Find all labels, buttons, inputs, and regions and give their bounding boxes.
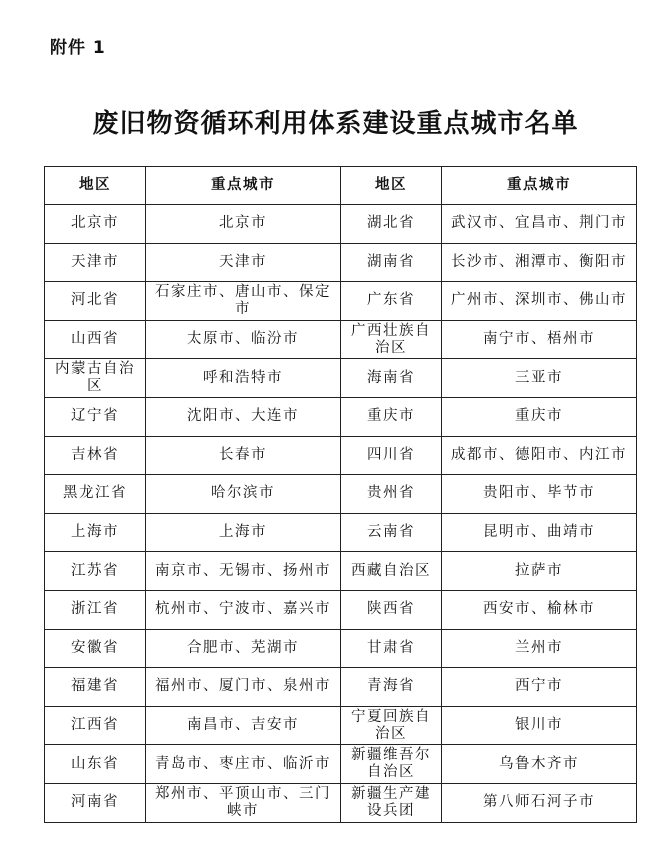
cities-right-cell: 拉萨市 (442, 552, 637, 591)
cities-right-cell: 兰州市 (442, 629, 637, 668)
region-right-cell: 广东省 (341, 282, 442, 321)
region-right-cell: 四川省 (341, 436, 442, 475)
region-right-cell: 新疆生产建设兵团 (341, 783, 442, 822)
region-left-cell: 河北省 (45, 282, 146, 321)
cities-left-cell: 合肥市、芜湖市 (146, 629, 341, 668)
cities-left-cell: 北京市 (146, 205, 341, 244)
header-cities-right: 重点城市 (442, 167, 637, 205)
table-row (45, 359, 637, 398)
table-row (45, 282, 637, 321)
region-right-cell: 青海省 (341, 668, 442, 707)
region-right-cell: 宁夏回族自治区 (341, 706, 442, 745)
cities-left-cell: 沈阳市、大连市 (146, 397, 341, 436)
cities-right-cell: 银川市 (442, 706, 637, 745)
table-row (45, 552, 637, 591)
region-right-cell: 新疆维吾尔自治区 (341, 745, 442, 784)
region-right-cell: 云南省 (341, 513, 442, 552)
table-row (45, 745, 637, 784)
header-region-right: 地区 (341, 167, 442, 205)
cities-right-cell: 长沙市、湘潭市、衡阳市 (442, 243, 637, 282)
key-cities-table (44, 166, 637, 823)
cities-left-cell: 青岛市、枣庄市、临沂市 (146, 745, 341, 784)
region-left-cell: 浙江省 (45, 590, 146, 629)
cities-right-cell: 西宁市 (442, 668, 637, 707)
table-row (45, 590, 637, 629)
annex-label: 附件 1 (50, 38, 106, 58)
cities-left-cell: 南昌市、吉安市 (146, 706, 341, 745)
region-left-cell: 辽宁省 (45, 397, 146, 436)
region-left-cell: 天津市 (45, 243, 146, 282)
cities-right-cell: 西安市、榆林市 (442, 590, 637, 629)
header-cities-left: 重点城市 (146, 167, 341, 205)
region-left-cell: 山东省 (45, 745, 146, 784)
cities-right-cell: 南宁市、梧州市 (442, 320, 637, 359)
region-left-cell: 吉林省 (45, 436, 146, 475)
cities-left-cell: 上海市 (146, 513, 341, 552)
cities-right-cell: 贵阳市、毕节市 (442, 475, 637, 514)
region-left-cell: 内蒙古自治区 (45, 359, 146, 398)
cities-right-cell: 第八师石河子市 (442, 783, 637, 822)
region-right-cell: 陕西省 (341, 590, 442, 629)
cities-left-cell: 太原市、临汾市 (146, 320, 341, 359)
region-left-cell: 上海市 (45, 513, 146, 552)
cities-right-cell: 乌鲁木齐市 (442, 745, 637, 784)
region-left-cell: 河南省 (45, 783, 146, 822)
table-header-row (45, 167, 637, 205)
cities-left-cell: 呼和浩特市 (146, 359, 341, 398)
document-title: 废旧物资循环利用体系建设重点城市名单 (92, 109, 579, 139)
cities-left-cell: 郑州市、平顶山市、三门峡市 (146, 783, 341, 822)
region-left-cell: 江西省 (45, 706, 146, 745)
cities-right-cell: 广州市、深圳市、佛山市 (442, 282, 637, 321)
table-row (45, 436, 637, 475)
region-right-cell: 贵州省 (341, 475, 442, 514)
cities-left-cell: 哈尔滨市 (146, 475, 341, 514)
region-right-cell: 重庆市 (341, 397, 442, 436)
table-row (45, 475, 637, 514)
cities-left-cell: 南京市、无锡市、扬州市 (146, 552, 341, 591)
region-left-cell: 北京市 (45, 205, 146, 244)
cities-left-cell: 石家庄市、唐山市、保定市 (146, 282, 341, 321)
cities-right-cell: 三亚市 (442, 359, 637, 398)
cities-left-cell: 杭州市、宁波市、嘉兴市 (146, 590, 341, 629)
cities-right-cell: 重庆市 (442, 397, 637, 436)
table-row (45, 320, 637, 359)
cities-right-cell: 昆明市、曲靖市 (442, 513, 637, 552)
table-row (45, 629, 637, 668)
cities-left-cell: 长春市 (146, 436, 341, 475)
region-right-cell: 湖南省 (341, 243, 442, 282)
region-left-cell: 山西省 (45, 320, 146, 359)
table-row (45, 783, 637, 822)
table-row (45, 205, 637, 244)
cities-right-cell: 成都市、德阳市、内江市 (442, 436, 637, 475)
header-region-left: 地区 (45, 167, 146, 205)
table-row (45, 243, 637, 282)
cities-left-cell: 福州市、厦门市、泉州市 (146, 668, 341, 707)
region-left-cell: 福建省 (45, 668, 146, 707)
table-row (45, 706, 637, 745)
region-left-cell: 江苏省 (45, 552, 146, 591)
region-left-cell: 黑龙江省 (45, 475, 146, 514)
region-right-cell: 海南省 (341, 359, 442, 398)
cities-left-cell: 天津市 (146, 243, 341, 282)
table-row (45, 668, 637, 707)
region-right-cell: 西藏自治区 (341, 552, 442, 591)
region-right-cell: 甘肃省 (341, 629, 442, 668)
region-left-cell: 安徽省 (45, 629, 146, 668)
table-row (45, 397, 637, 436)
table-row (45, 513, 637, 552)
region-right-cell: 广西壮族自治区 (341, 320, 442, 359)
region-right-cell: 湖北省 (341, 205, 442, 244)
cities-right-cell: 武汉市、宜昌市、荆门市 (442, 205, 637, 244)
